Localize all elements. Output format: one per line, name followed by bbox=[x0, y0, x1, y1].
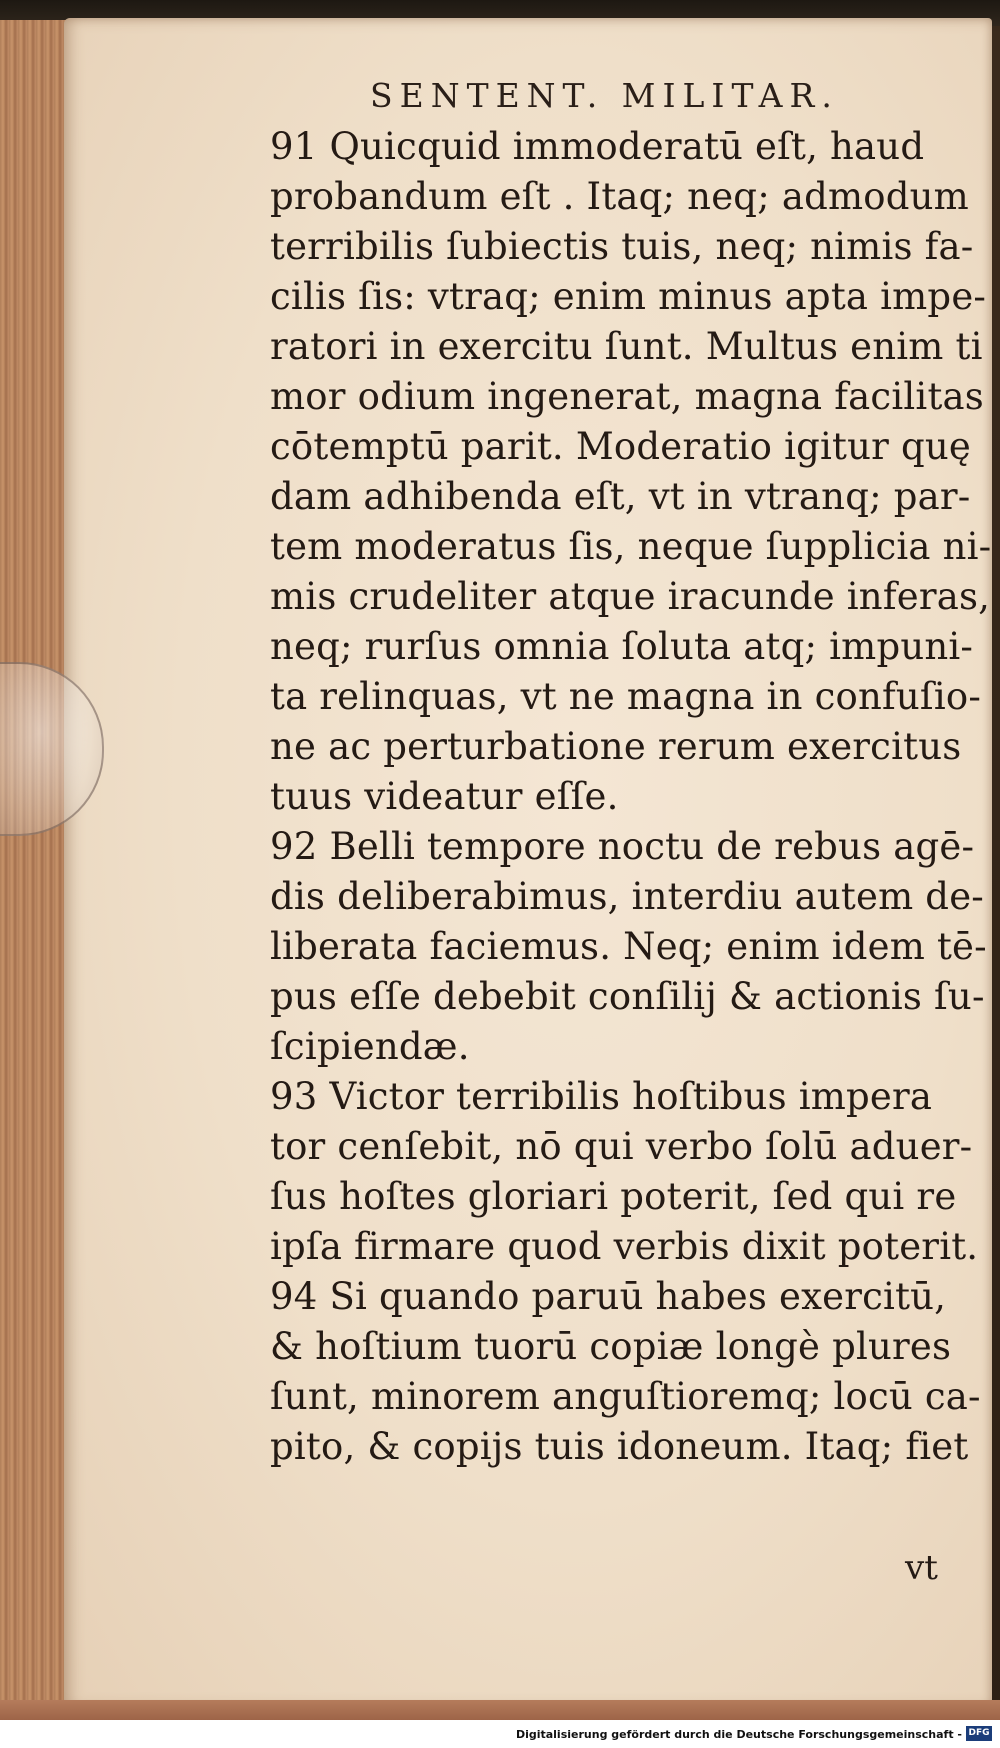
text-line: ipſa firmare quod verbis dixit poterit. bbox=[270, 1225, 979, 1268]
text-line: dam adhibenda eſt, vt in vtranq; par- bbox=[270, 475, 971, 518]
text-line: neq; rurſus omnia ſoluta atq; impuni- bbox=[270, 625, 974, 668]
running-head: SENTENT. MILITAR. bbox=[370, 76, 839, 115]
text-line: ſunt, minorem anguſtioremq; locū ca- bbox=[270, 1375, 981, 1418]
text-line: cōtemptū parit. Moderatio igitur quę bbox=[270, 425, 971, 468]
funding-note: Digitalisierung gefördert durch die Deutsche Forschungsgemeinschaft - bbox=[515, 1728, 962, 1741]
text-line: 91 Quicquid immoderatū eſt, haud bbox=[270, 125, 925, 168]
text-line: 93 Victor terribilis hoſtibus impera bbox=[270, 1075, 933, 1118]
text-line: tuus videatur eſſe. bbox=[270, 775, 619, 818]
text-line: mor odium ingenerat, magna facilitas bbox=[270, 375, 984, 418]
text-line: 92 Belli tempore noctu de rebus agē- bbox=[270, 825, 975, 868]
text-line: & hoſtium tuorū copiæ longè plures bbox=[270, 1325, 952, 1368]
dfg-logo: DFG bbox=[966, 1726, 992, 1741]
text-line: ratori in exercitu ſunt. Multus enim ti bbox=[270, 325, 983, 368]
page-edges-bottom bbox=[0, 1700, 1000, 1720]
text-line: terribilis ſubiectis tuis, neq; nimis fa- bbox=[270, 225, 974, 268]
text-line: pus eſſe debebit conſilij & actionis ſu- bbox=[270, 975, 985, 1018]
catchword: vt bbox=[905, 1548, 938, 1588]
text-line: ne ac perturbatione rerum exercitus bbox=[270, 725, 962, 768]
text-line: mis crudeliter atque iracunde inferas, bbox=[270, 575, 991, 618]
text-line: tem moderatus ſis, neque ſupplicia ni- bbox=[270, 525, 992, 568]
text-line: ſcipiendæ. bbox=[270, 1025, 470, 1068]
text-line: dis deliberabimus, interdiu autem de- bbox=[270, 875, 984, 918]
text-line: pito, & copijs tuis idoneum. Itaq; fiet bbox=[270, 1425, 969, 1468]
text-line: probandum eſt . Itaq; neq; admodum bbox=[270, 175, 969, 218]
page-edges-left bbox=[0, 20, 74, 1710]
text-line: liberata faciemus. Neq; enim idem tē- bbox=[270, 925, 987, 968]
text-line: ta relinquas, vt ne magna in confuſio- bbox=[270, 675, 982, 718]
text-line: ſus hoſtes gloriari poterit, ſed qui re bbox=[270, 1175, 957, 1218]
text-line: 94 Si quando paruū habes exercitū, bbox=[270, 1275, 947, 1318]
text-line: cilis ſis: vtraq; enim minus apta impe- bbox=[270, 275, 987, 318]
text-line: tor cenſebit, nō qui verbo ſolū aduer- bbox=[270, 1125, 973, 1168]
body-text bbox=[270, 122, 992, 1472]
